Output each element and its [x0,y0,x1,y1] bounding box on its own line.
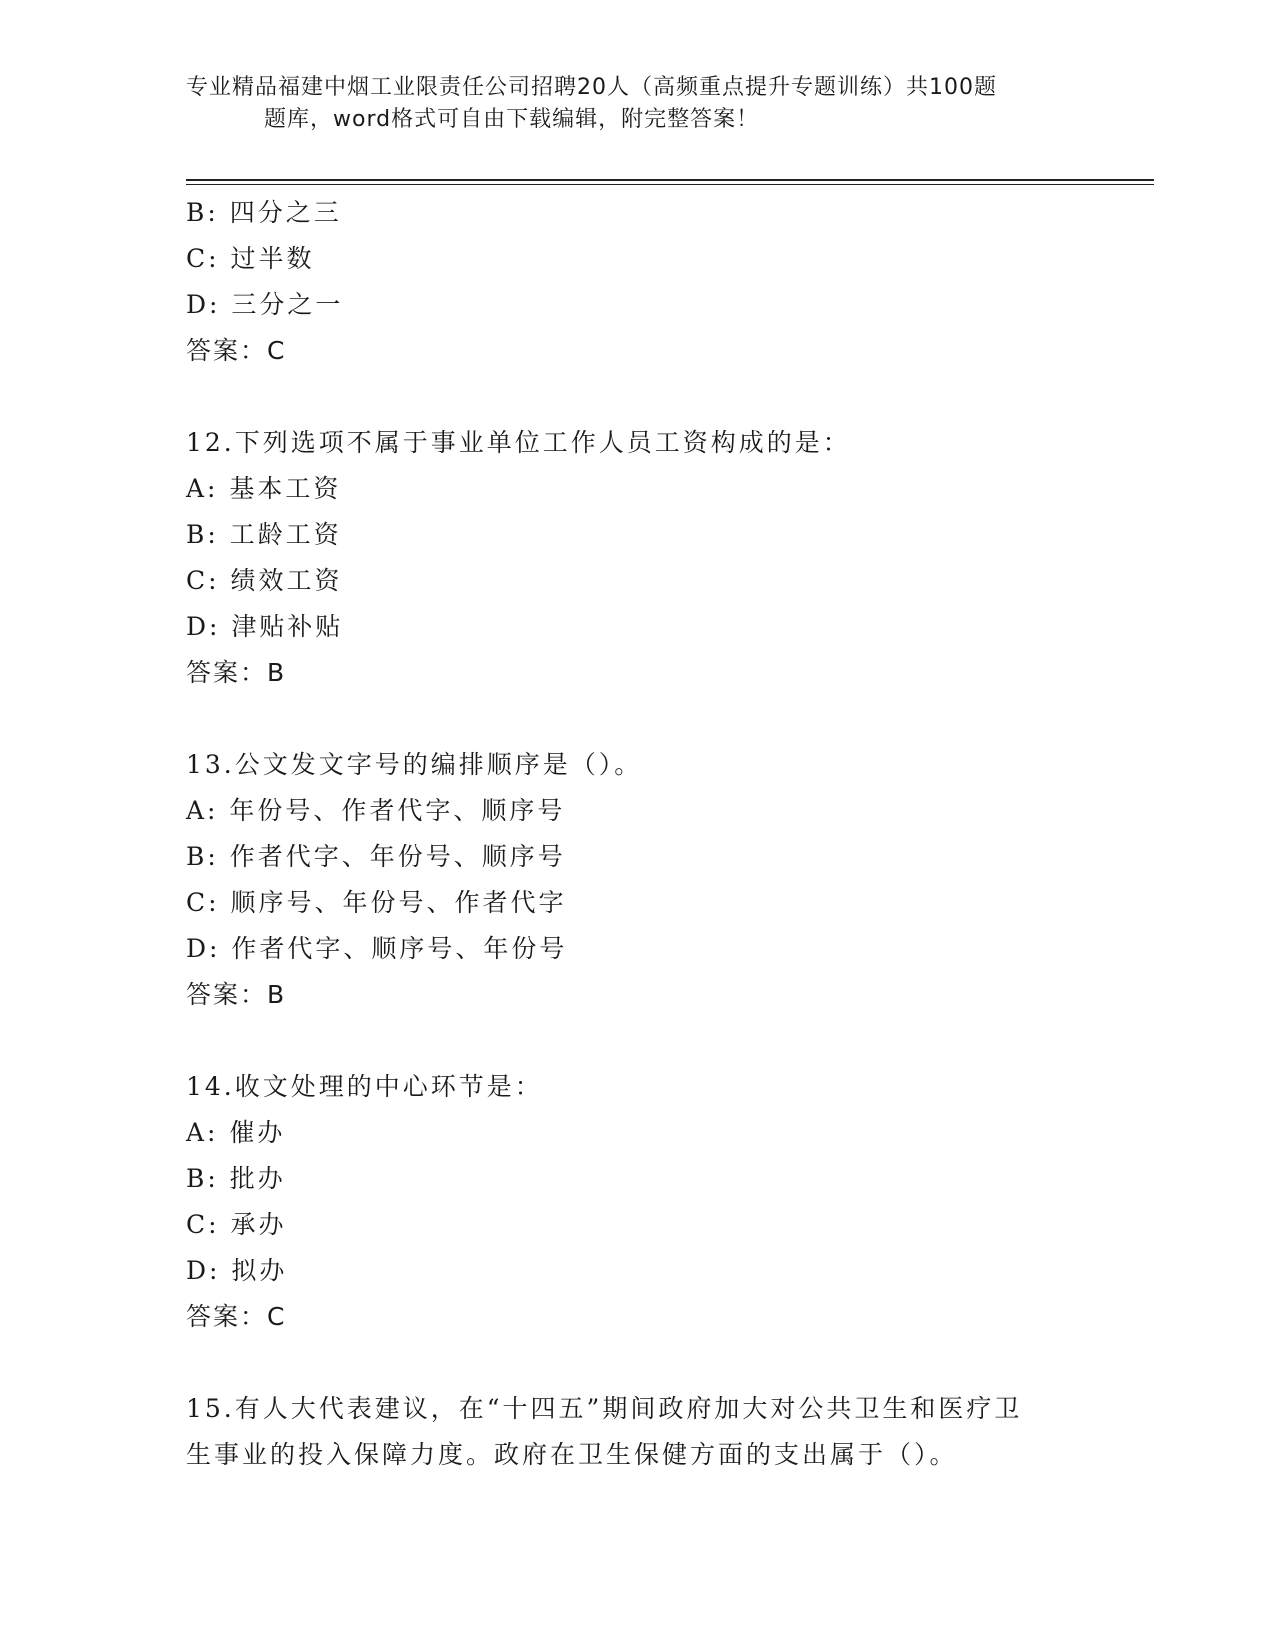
answer: 答案：B [186,980,287,1009]
question-text: 13.公文发文字号的编排顺序是（）。 [186,750,643,779]
option-c: C: 过半数 [186,244,315,273]
option-d: D: 三分之一 [186,290,344,319]
option-d: D: 津贴补贴 [186,612,344,641]
option-c: C: 承办 [186,1210,287,1239]
header-line-2: 题库，word格式可自由下载编辑，附完整答案！ [264,107,760,132]
option-b: B: 批办 [186,1164,286,1193]
question-text: 14.收文处理的中心环节是： [186,1072,543,1101]
question-text-line-1: 15.有人大代表建议，在“十四五”期间政府加大对公共卫生和医疗卫 [186,1394,1023,1423]
question-block-14 [186,1064,1086,1340]
option-d: D: 拟办 [186,1256,288,1285]
header-rule-thick [186,179,1154,181]
option-b: B: 工龄工资 [186,520,342,549]
option-b: B: 四分之三 [186,198,342,227]
answer: 答案：C [186,1302,287,1331]
option-b: B: 作者代字、年份号、顺序号 [186,842,566,871]
header-line-1: 专业精品福建中烟工业限责任公司招聘20人（高频重点提升专题训练）共100题 [186,75,997,100]
option-a: A: 基本工资 [186,474,342,503]
option-c: C: 顺序号、年份号、作者代字 [186,888,567,917]
question-block-15 [186,1386,1086,1478]
option-a: A: 催办 [186,1118,286,1147]
question-block-12 [186,420,1086,696]
option-c: C: 绩效工资 [186,566,343,595]
option-d: D: 作者代字、顺序号、年份号 [186,934,568,963]
question-list [186,190,1086,1478]
question-text: 12.下列选项不属于事业单位工作人员工资构成的是： [186,428,851,457]
answer: 答案：B [186,658,287,687]
question-block-prev [186,190,1086,374]
question-block-13 [186,742,1086,1018]
document-header [186,72,1086,136]
option-a: A: 年份号、作者代字、顺序号 [186,796,566,825]
question-text-line-2: 生事业的投入保障力度。政府在卫生保健方面的支出属于（）。 [186,1440,958,1469]
answer: 答案：C [186,336,287,365]
header-rule-thin [186,184,1154,185]
